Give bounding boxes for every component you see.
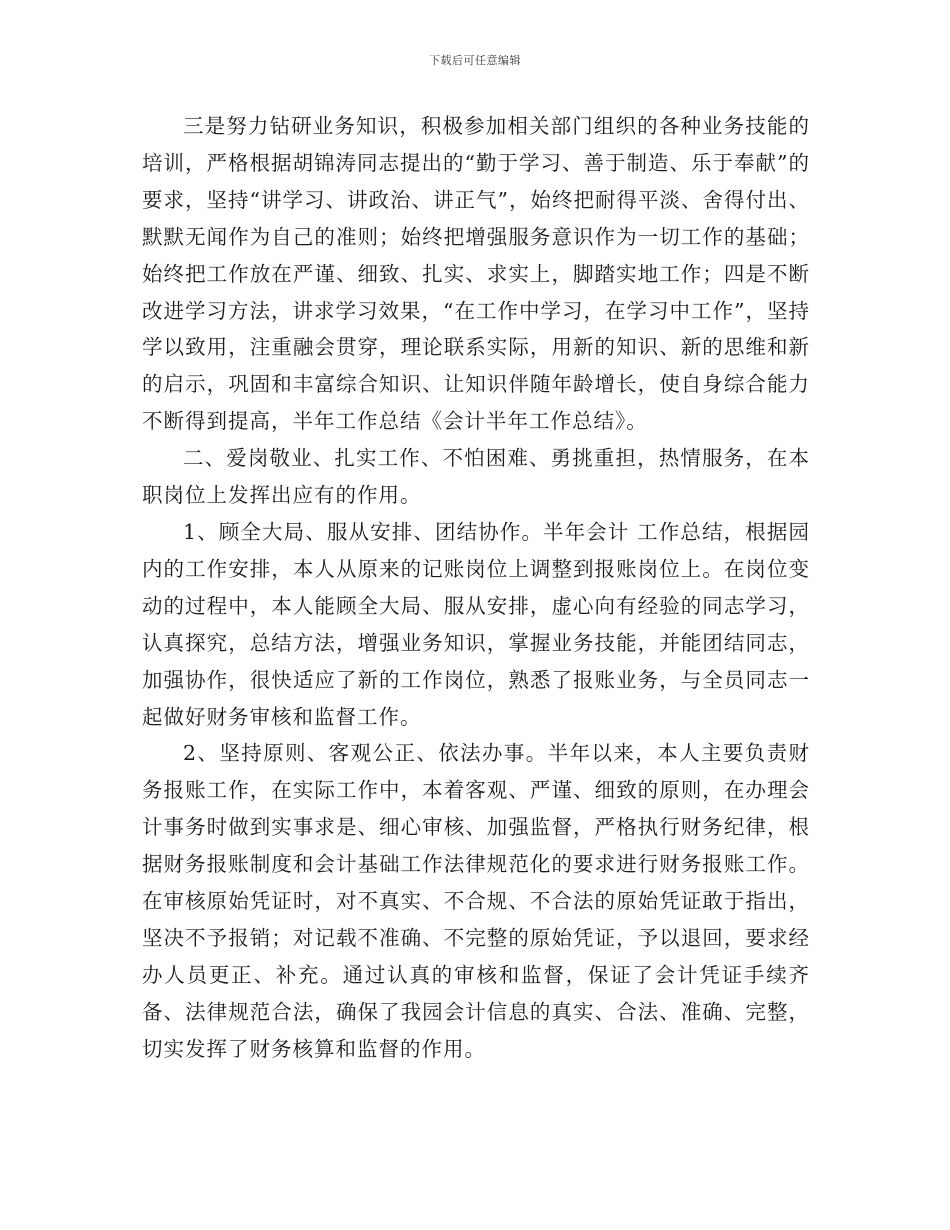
paragraph-section-two-heading: 二、爱岗敬业、扎实工作、不怕困难、勇挑重担，热情服务，在本职岗位上发挥出应有的作用。 bbox=[142, 446, 810, 508]
document-body bbox=[142, 108, 810, 1068]
page-header: 下载后可任意编辑 bbox=[429, 54, 521, 67]
paragraph-point-two: 2、坚持原则、客观公正、依法办事。半年以来，本人主要负责财务报账工作，在实际工作中，本着客观、严谨、细致的原则，在办理会计事务时做到实事求是、细心审核、加强监督，严格执行财务纪律，根据财务报账制度和会计基础工作法律规范化的要求进行财务报账工作。在审核原始凭证时，对不真实、不合规、不合法的原始凭证敢于指出，坚决不予报销；对记载不准确、不完整的原始凭证，予以退回，要求经办人员更正、补充。通过认真的审核和监督，保证了会计凭证手续齐备、法律规范合法，确保了我园会计信息的真实、合法、准确、完整，切实发挥了财务核算和监督的作用。 bbox=[142, 741, 810, 1061]
paragraph-study-methods: 三是努力钻研业务知识，积极参加相关部门组织的各种业务技能的培训，严格根据胡锦涛同志提出的“勤于学习、善于制造、乐于奉献”的要求，坚持“讲学习、讲政治、讲正气”，始终把耐得平淡、舍得付出、默默无闻作为自己的准则；始终把增强服务意识作为一切工作的基础；始终把工作放在严谨、细致、扎实、求实上，脚踏实地工作；四是不断改进学习方法，讲求学习效果，“在工作中学习，在学习中工作”，坚持学以致用，注重融会贯穿，理论联系实际，用新的知识、新的思维和新的启示，巩固和丰富综合知识、让知识伴随年龄增长，使自身综合能力不断得到提高，半年工作总结《会计半年工作总结》。 bbox=[142, 114, 810, 434]
paragraph-point-one: 1、顾全大局、服从安排、团结协作。半年会计 工作总结，根据园内的工作安排，本人从原来的记账岗位上调整到报账岗位上。在岗位变动的过程中，本人能顾全大局、服从安排，虚心向有经验的同志学习，认真探究，总结方法，增强业务知识，掌握业务技能，并能团结同志，加强协作，很快适应了新的工作岗位，熟悉了报账业务，与全员同志一起做好财务审核和监督工作。 bbox=[142, 519, 810, 729]
